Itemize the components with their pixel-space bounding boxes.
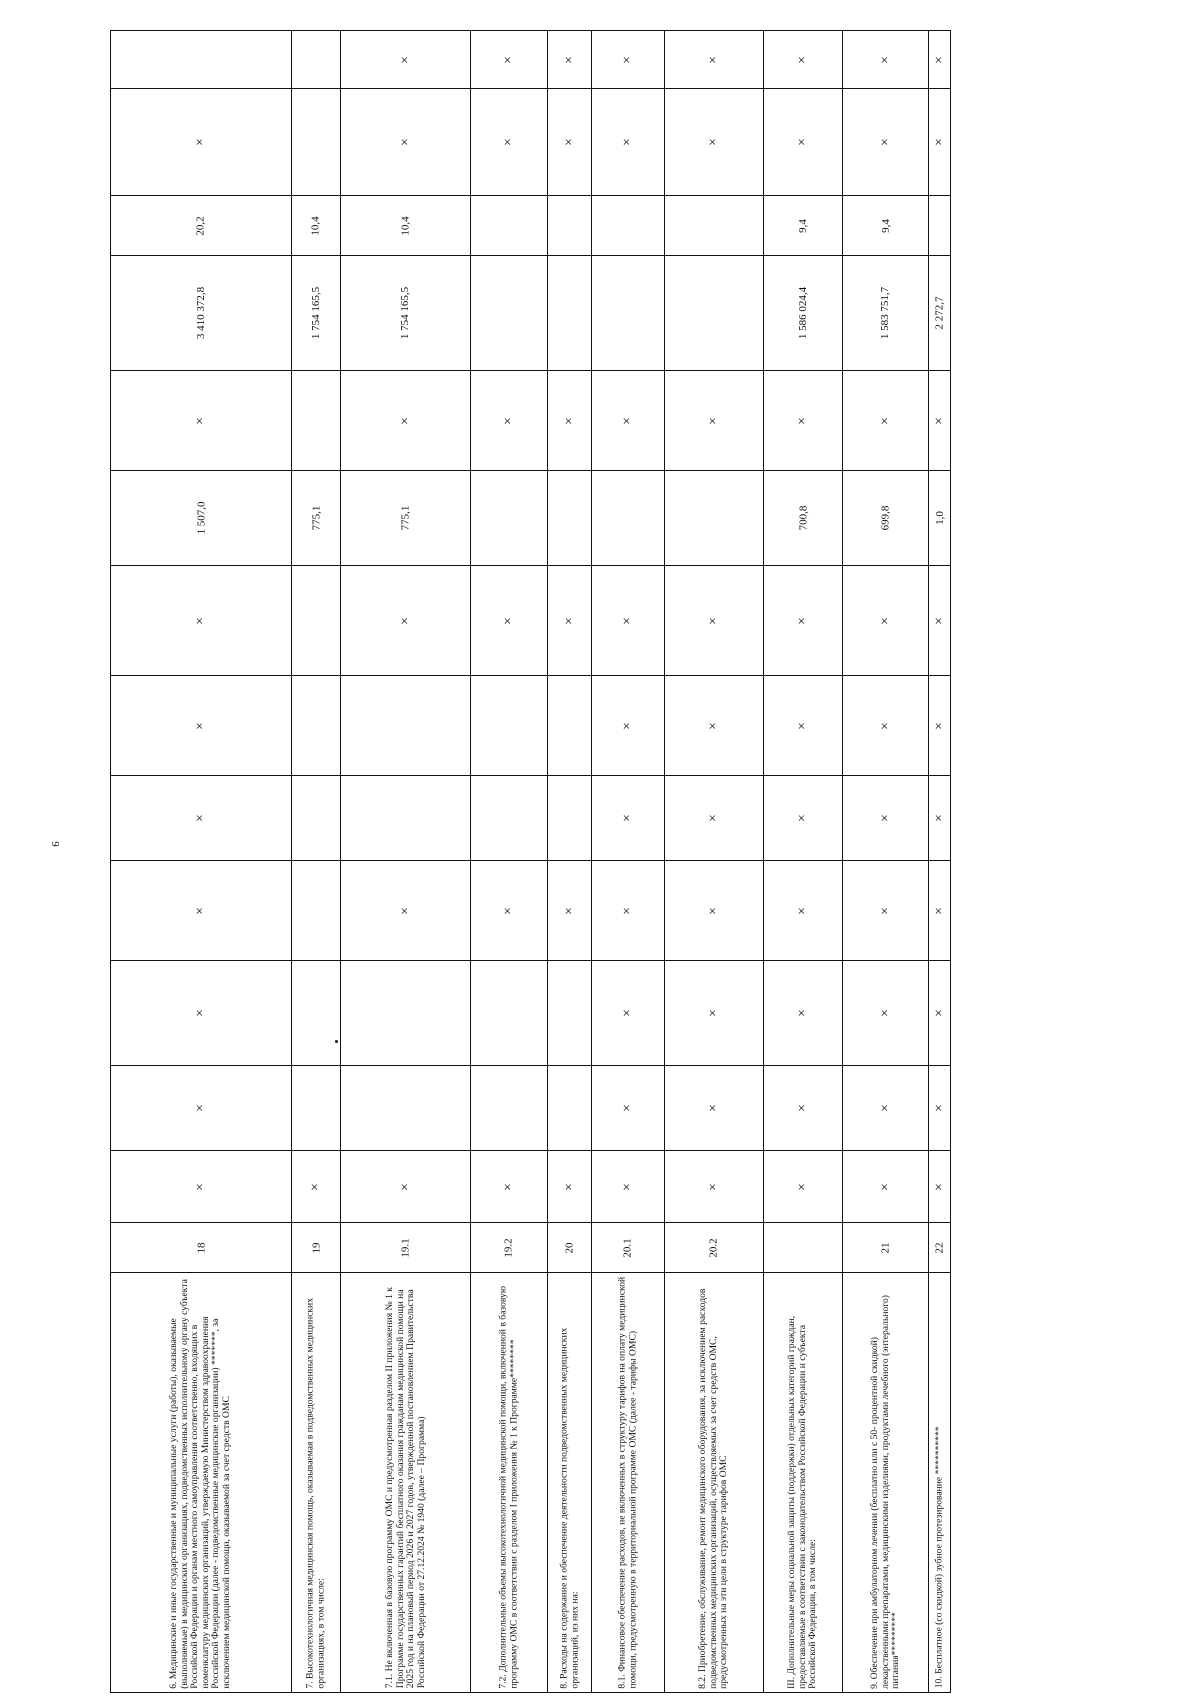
- col-10-text: 3 410 372,8: [195, 286, 207, 340]
- col-1-text: ×: [706, 1182, 721, 1191]
- row-number-text: 20.1: [622, 1237, 634, 1258]
- description-text: 7.1. Не включенная в базовую программу ОМС и предусмотренная разделом II приложения № 1 к Программе государственных гарантий бесплатного оказания гражданам медицинской помощи на 2025 год и на плановый период 2026 и 2027 годов, утвержденной постановлением Правительства Российской Федерации от 27.12.2024 № 1940 (далее – Программа): [383, 1287, 427, 1689]
- col-1-text: ×: [795, 1182, 810, 1191]
- cell-col-10: [843, 256, 928, 370]
- cell-col-9: [111, 371, 291, 470]
- cell-col-4: [843, 861, 928, 960]
- cell-col-7: [665, 566, 763, 675]
- col-13-text: ×: [501, 55, 516, 64]
- cell-col-7: [111, 566, 291, 675]
- row-number-text: 20.2: [708, 1237, 720, 1258]
- cell-col-13: [471, 31, 547, 88]
- cell-col-4: [929, 861, 950, 960]
- cell-col-3: [341, 961, 470, 1065]
- cell-col-13: [111, 31, 291, 88]
- col-9-text: ×: [561, 416, 577, 425]
- cell-col-11: [111, 196, 291, 255]
- cell-col-5: [843, 776, 928, 860]
- cell-col-1: [665, 1151, 763, 1222]
- cell-col-10: [471, 256, 547, 370]
- cell-col-6: [341, 676, 470, 775]
- cell-col-3: [843, 961, 928, 1065]
- cell-col-9: [764, 371, 842, 470]
- cell-col-7: [929, 566, 950, 675]
- cell-col-8: [111, 471, 291, 565]
- cell-col-9: [592, 371, 664, 470]
- cell-row-number: [929, 1223, 950, 1272]
- cell-col-4: [111, 861, 291, 960]
- col-2-text: ×: [193, 1104, 208, 1112]
- cell-col-2: [292, 1066, 340, 1150]
- col-7-text: ×: [193, 616, 208, 625]
- col-6-text: ×: [620, 721, 635, 730]
- cell-col-12: [843, 89, 928, 195]
- col-12-text: ×: [193, 138, 208, 146]
- cell-col-9: [843, 371, 928, 470]
- col-10-text: 1 583 751,7: [879, 286, 892, 340]
- col-7-text: ×: [795, 616, 810, 625]
- col-4-text: ×: [931, 906, 947, 915]
- col-7-text: ×: [501, 616, 516, 625]
- cell-col-13: [665, 31, 763, 88]
- col-12-text: ×: [620, 138, 635, 146]
- cell-col-1: [341, 1151, 470, 1222]
- cell-col-7: [592, 566, 664, 675]
- cell-col-11: [341, 196, 470, 255]
- cell-col-8: [292, 471, 340, 565]
- cell-col-10: [341, 256, 470, 370]
- col-8-text: 699,8: [879, 505, 892, 531]
- cell-col-13: [764, 31, 842, 88]
- col-8-text: 775,1: [399, 505, 412, 531]
- cell-col-3: [764, 961, 842, 1065]
- cell-col-2: [592, 1066, 664, 1150]
- cell-col-5: [548, 776, 591, 860]
- row-number-text: 22: [933, 1242, 946, 1253]
- description-text: III. Дополнительные меры социальной защиты (поддержки) отдельных категорий граждан, предоставляемые в соответствии с законодательством Российской Федерации и субъекта Российской Федерации, в том числе:: [786, 1315, 819, 1689]
- cell-col-1: [843, 1151, 928, 1222]
- column-rule: [110, 1692, 951, 1693]
- cell-col-8: [592, 471, 664, 565]
- cell-col-8: [471, 471, 547, 565]
- cell-row-number: [665, 1223, 763, 1272]
- col-13-text: ×: [931, 55, 947, 64]
- col-6-text: ×: [931, 721, 947, 730]
- col-13-text: ×: [706, 55, 721, 64]
- col-5-text: ×: [795, 814, 810, 822]
- cell-col-5: [471, 776, 547, 860]
- cell-col-12: [341, 89, 470, 195]
- col-5-text: ×: [706, 814, 721, 822]
- col-12-text: ×: [397, 138, 413, 146]
- cell-col-8: [929, 471, 950, 565]
- row-number-text: 20: [563, 1242, 576, 1253]
- cell-col-11: [592, 196, 664, 255]
- cell-col-9: [471, 371, 547, 470]
- cell-col-7: [843, 566, 928, 675]
- cell-col-7: [292, 566, 340, 675]
- cell-col-13: [592, 31, 664, 88]
- col-12-text: ×: [561, 138, 577, 146]
- cell-col-6: [292, 676, 340, 775]
- cell-col-5: [341, 776, 470, 860]
- cell-col-2: [665, 1066, 763, 1150]
- cell-description: [665, 1273, 763, 1692]
- cell-col-8: [548, 471, 591, 565]
- cell-col-2: [843, 1066, 928, 1150]
- cell-row-number: [548, 1223, 591, 1272]
- cell-col-9: [341, 371, 470, 470]
- col-12-text: ×: [795, 138, 810, 146]
- cell-col-10: [665, 256, 763, 370]
- cell-description: [843, 1273, 928, 1692]
- col-13-text: ×: [620, 55, 635, 64]
- cell-col-12: [548, 89, 591, 195]
- cell-col-11: [764, 196, 842, 255]
- col-9-text: ×: [620, 416, 635, 425]
- cell-col-2: [111, 1066, 291, 1150]
- page-number: 9: [48, 841, 61, 847]
- cell-col-6: [843, 676, 928, 775]
- col-5-text: ×: [193, 814, 208, 822]
- cell-col-10: [548, 256, 591, 370]
- cell-col-12: [592, 89, 664, 195]
- col-4-text: ×: [561, 906, 577, 915]
- cell-col-4: [471, 861, 547, 960]
- cell-col-1: [292, 1151, 340, 1222]
- col-7-text: ×: [706, 616, 721, 625]
- cell-col-2: [341, 1066, 470, 1150]
- cell-col-4: [764, 861, 842, 960]
- cell-col-2: [764, 1066, 842, 1150]
- col-11-text: 9,4: [879, 218, 892, 233]
- col-11-text: 10,4: [399, 215, 412, 236]
- col-6-text: ×: [193, 721, 208, 730]
- col-13-text: ×: [397, 55, 413, 64]
- cell-description: [548, 1273, 591, 1692]
- cell-col-13: [548, 31, 591, 88]
- cell-col-9: [665, 371, 763, 470]
- cell-col-6: [929, 676, 950, 775]
- cell-col-8: [665, 471, 763, 565]
- cell-col-3: [471, 961, 547, 1065]
- col-2-text: ×: [931, 1104, 947, 1112]
- row-rule: [950, 30, 951, 1693]
- col-4-text: ×: [620, 906, 635, 915]
- cell-col-3: [929, 961, 950, 1065]
- cell-col-5: [592, 776, 664, 860]
- cell-col-4: [341, 861, 470, 960]
- cell-col-4: [292, 861, 340, 960]
- cell-col-3: [665, 961, 763, 1065]
- col-12-text: ×: [706, 138, 721, 146]
- col-12-text: ×: [501, 138, 516, 146]
- cell-description: [471, 1273, 547, 1692]
- cell-row-number: [341, 1223, 470, 1272]
- cell-col-4: [548, 861, 591, 960]
- col-6-text: ×: [877, 721, 893, 730]
- cell-col-11: [843, 196, 928, 255]
- col-12-text: ×: [931, 138, 947, 146]
- col-13-text: ×: [561, 55, 577, 64]
- cell-col-10: [929, 256, 950, 370]
- col-3-text: ×: [620, 1009, 635, 1017]
- col-6-text: ×: [795, 721, 810, 730]
- cell-col-5: [665, 776, 763, 860]
- col-13-text: ×: [877, 55, 893, 64]
- cell-col-6: [471, 676, 547, 775]
- cell-row-number: [292, 1223, 340, 1272]
- col-3-text: ×: [706, 1009, 721, 1017]
- col-9-text: ×: [795, 416, 810, 425]
- cell-description: [929, 1273, 950, 1692]
- col-4-text: ×: [706, 906, 721, 915]
- cell-col-6: [665, 676, 763, 775]
- description-text: 8.1. Финансовое обеспечение расходов, не включенных в структуру тарифов на оплату медицинской помощи, предусмотренную в территориальной программе ОМС (далее - тарифы ОМС): [616, 1276, 638, 1689]
- description-text: 8.2. Приобретение, обслуживание, ремонт медицинского оборудования, за исключением расходов подведомственных медицинских организаций, осуществляемых за счет средств ОМС, предусмотренных на эти цели в структуре тарифов ОМС: [697, 1288, 730, 1689]
- cell-col-12: [111, 89, 291, 195]
- row-number-text: 19.1: [399, 1237, 412, 1258]
- cell-col-12: [764, 89, 842, 195]
- cell-row-number: [471, 1223, 547, 1272]
- col-1-text: ×: [931, 1182, 947, 1191]
- col-1-text: ×: [501, 1182, 516, 1191]
- cell-col-8: [341, 471, 470, 565]
- cell-col-7: [764, 566, 842, 675]
- cell-col-2: [548, 1066, 591, 1150]
- col-5-text: ×: [877, 814, 893, 822]
- cell-col-10: [111, 256, 291, 370]
- cell-col-6: [548, 676, 591, 775]
- cell-col-11: [292, 196, 340, 255]
- cell-description: [111, 1273, 291, 1692]
- col-9-text: ×: [193, 416, 208, 425]
- col-1-text: ×: [397, 1182, 413, 1191]
- cell-col-3: [292, 961, 340, 1065]
- cell-col-5: [764, 776, 842, 860]
- cell-col-7: [471, 566, 547, 675]
- cell-col-6: [592, 676, 664, 775]
- col-9-text: ×: [931, 416, 947, 425]
- col-10-text: 1 586 024,4: [797, 286, 809, 340]
- cell-description: [292, 1273, 340, 1692]
- col-9-text: ×: [501, 416, 516, 425]
- cell-col-2: [929, 1066, 950, 1150]
- cell-col-13: [341, 31, 470, 88]
- col-10-text: 2 272,7: [933, 296, 946, 330]
- col-8-text: 1,0: [933, 511, 946, 525]
- description-text: 9. Обеспечение при амбулаторном лечении (бесплатно или с 50- процентной скидкой) лекарственными препаратами, медицинскими изделиями, продуктами лечебного (энтерального) питания*********: [868, 1294, 901, 1689]
- col-1-text: ×: [620, 1182, 635, 1191]
- description-text: 6. Медицинские и иные государственные и муниципальные услуги (работы), оказываемые (выполняемые) в медицинских организациях, подведомственных исполнительному органу субъекта Российской Федерации и органам местного самоуправления соответственно, входящих в номенклатуру медицинских организаций, утверждаемую Министерством здравоохранения Российской Федерации (далее - подведомственные медицинские организации) *******, за исключением медицинской помощи, оказываемой за счет средств ОМС: [168, 1278, 233, 1689]
- col-8-text: 700,8: [797, 505, 809, 531]
- cell-col-1: [111, 1151, 291, 1222]
- col-4-text: ×: [795, 906, 810, 915]
- row-number-text: 19: [310, 1242, 322, 1253]
- col-4-text: ×: [501, 906, 516, 915]
- cell-col-8: [843, 471, 928, 565]
- col-11-text: 20,2: [195, 215, 207, 236]
- description-text: 7. Высокотехнологичная медицинская помощь, оказываемая в подведомственных медицинских организациях, в том числе:: [304, 1297, 326, 1689]
- cell-col-1: [592, 1151, 664, 1222]
- cell-description: [341, 1273, 470, 1692]
- description-text: 10. Бесплатное (со скидкой) зубное протезирование **********: [933, 1426, 945, 1689]
- cell-col-11: [471, 196, 547, 255]
- col-2-text: ×: [877, 1104, 893, 1112]
- cell-row-number: [592, 1223, 664, 1272]
- col-8-text: 1 507,0: [195, 501, 207, 535]
- col-13-text: ×: [795, 55, 810, 64]
- cell-row-number: [111, 1223, 291, 1272]
- cell-description: [592, 1273, 664, 1692]
- cell-col-11: [929, 196, 950, 255]
- cell-col-5: [111, 776, 291, 860]
- cell-col-11: [665, 196, 763, 255]
- cell-col-3: [592, 961, 664, 1065]
- row-number-text: 19.2: [503, 1237, 515, 1258]
- cell-col-2: [471, 1066, 547, 1150]
- cell-col-9: [929, 371, 950, 470]
- col-5-text: ×: [620, 814, 635, 822]
- col-4-text: ×: [877, 906, 893, 915]
- cell-col-12: [292, 89, 340, 195]
- cell-row-number: [764, 1223, 842, 1272]
- col-1-text: ×: [308, 1182, 323, 1191]
- cell-col-11: [548, 196, 591, 255]
- col-11-text: 10,4: [310, 215, 322, 236]
- row-number-text: 21: [879, 1242, 892, 1253]
- cell-col-4: [592, 861, 664, 960]
- row-number-text: 18: [195, 1242, 207, 1253]
- col-11-text: 9,4: [797, 218, 809, 233]
- cell-col-10: [592, 256, 664, 370]
- cell-col-12: [665, 89, 763, 195]
- cell-col-6: [111, 676, 291, 775]
- cell-col-5: [929, 776, 950, 860]
- col-7-text: ×: [397, 616, 413, 625]
- cell-col-12: [471, 89, 547, 195]
- cell-col-7: [548, 566, 591, 675]
- cell-col-9: [292, 371, 340, 470]
- col-7-text: ×: [620, 616, 635, 625]
- cell-col-4: [665, 861, 763, 960]
- cell-col-7: [341, 566, 470, 675]
- description-text: 7.2. Дополнительные объемы высокотехнологичной медицинской помощи, включенной в базовую программу ОМС в соответствии с разделом I приложения № 1 к Программе********: [497, 1285, 519, 1689]
- col-6-text: ×: [706, 721, 721, 730]
- cell-col-1: [471, 1151, 547, 1222]
- description-text: 8. Расходы на содержание и обеспечение деятельности подведомственных медицинских организаций, из них на:: [557, 1327, 580, 1689]
- col-4-text: ×: [193, 906, 208, 915]
- cell-col-1: [929, 1151, 950, 1222]
- col-8-text: 775,1: [310, 505, 322, 531]
- col-7-text: ×: [561, 616, 577, 625]
- col-1-text: ×: [877, 1182, 893, 1191]
- col-9-text: ×: [706, 416, 721, 425]
- col-7-text: ×: [931, 616, 947, 625]
- col-2-text: ×: [795, 1104, 810, 1112]
- cell-col-13: [843, 31, 928, 88]
- col-4-text: ×: [397, 906, 413, 915]
- col-9-text: ×: [397, 416, 413, 425]
- cell-col-6: [764, 676, 842, 775]
- col-10-text: 1 754 165,5: [399, 286, 412, 340]
- cell-col-8: [764, 471, 842, 565]
- cell-col-1: [548, 1151, 591, 1222]
- col-3-text: ×: [877, 1009, 893, 1017]
- cell-col-1: [764, 1151, 842, 1222]
- cell-col-9: [548, 371, 591, 470]
- col-3-text: ×: [193, 1009, 208, 1017]
- col-9-text: ×: [877, 416, 893, 425]
- cell-col-5: [292, 776, 340, 860]
- cell-col-3: [548, 961, 591, 1065]
- col-5-text: ×: [931, 814, 947, 822]
- col-10-text: 1 754 165,5: [310, 286, 322, 340]
- cell-row-number: [843, 1223, 928, 1272]
- col-12-text: ×: [877, 138, 893, 146]
- col-2-text: ×: [706, 1104, 721, 1112]
- cell-col-12: [929, 89, 950, 195]
- cell-col-13: [929, 31, 950, 88]
- col-3-text: ×: [931, 1009, 947, 1017]
- col-2-text: ×: [620, 1104, 635, 1112]
- cell-col-10: [292, 256, 340, 370]
- cell-col-3: [111, 961, 291, 1065]
- col-1-text: ×: [193, 1182, 208, 1191]
- cell-col-13: [292, 31, 340, 88]
- cell-description: [764, 1273, 842, 1692]
- col-1-text: ×: [561, 1182, 577, 1191]
- col-3-text: ×: [795, 1009, 810, 1017]
- col-7-text: ×: [877, 616, 893, 625]
- cell-col-10: [764, 256, 842, 370]
